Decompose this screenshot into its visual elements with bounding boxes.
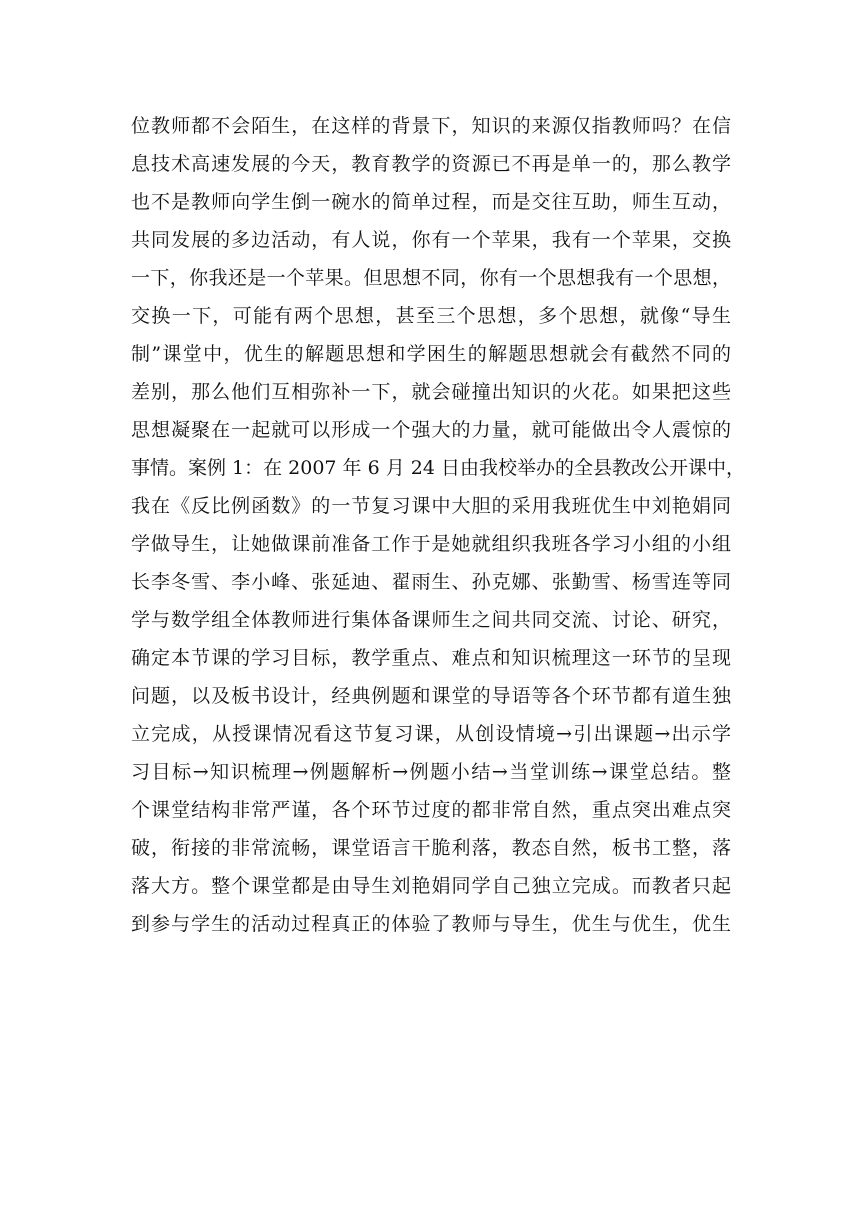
text-line: 落大方。整个课堂都是由导生刘艳娟同学自己独立完成。而教者只起 xyxy=(131,875,731,897)
text-line: 个课堂结构非常严谨，各个环节过度的都非常自然，重点突出难点突 xyxy=(131,799,731,821)
text-line: 事情。案例 1：在 2007 年 6 月 24 日由我校举办的全县教改公开课中， xyxy=(131,457,745,479)
text-line: 到参与学生的活动过程真正的体验了教师与导生，优生与优生，优生 xyxy=(131,913,731,935)
text-line: 交换一下，可能有两个思想，甚至三个思想，多个思想，就像“导生 xyxy=(131,305,731,327)
text-line: 制”课堂中，优生的解题思想和学困生的解题思想就会有截然不同的 xyxy=(131,343,731,365)
text-line: 一下，你我还是一个苹果。但思想不同，你有一个思想我有一个思想， xyxy=(131,267,731,289)
body-text xyxy=(131,107,745,943)
text-line: 思想凝聚在一起就可以形成一个强大的力量，就可能做出令人震惊的 xyxy=(131,419,731,441)
text-line: 确定本节课的学习目标，教学重点、难点和知识梳理这一环节的呈现 xyxy=(131,647,731,669)
text-line: 我在《反比例函数》的一节复习课中大胆的采用我班优生中刘艳娟同 xyxy=(131,495,731,517)
text-line: 学做导生，让她做课前准备工作于是她就组织我班各学习小组的小组 xyxy=(131,533,731,555)
text-line: 问题，以及板书设计，经典例题和课堂的导语等各个环节都有道生独 xyxy=(131,685,731,707)
text-line: 长李冬雪、李小峰、张延迪、翟雨生、孙克娜、张勤雪、杨雪连等同 xyxy=(131,571,731,593)
text-line: 立完成，从授课情况看这节复习课，从创设情境→引出课题→出示学 xyxy=(131,723,731,745)
text-line: 也不是教师向学生倒一碗水的简单过程，而是交往互助，师生互动， xyxy=(131,191,731,213)
text-line: 习目标→知识梳理→例题解析→例题小结→当堂训练→课堂总结。整 xyxy=(131,761,731,783)
text-line: 息技术高速发展的今天，教育教学的资源已不再是单一的，那么教学 xyxy=(131,153,731,175)
text-line: 差别，那么他们互相弥补一下，就会碰撞出知识的火花。如果把这些 xyxy=(131,381,731,403)
text-line: 学与数学组全体教师进行集体备课师生之间共同交流、讨论、研究， xyxy=(131,609,731,631)
text-line: 共同发展的多边活动，有人说，你有一个苹果，我有一个苹果，交换 xyxy=(131,229,731,251)
text-line: 破，衔接的非常流畅，课堂语言干脆利落，教态自然，板书工整，落 xyxy=(131,837,731,859)
text-line: 位教师都不会陌生，在这样的背景下，知识的来源仅指教师吗？在信 xyxy=(131,115,731,137)
